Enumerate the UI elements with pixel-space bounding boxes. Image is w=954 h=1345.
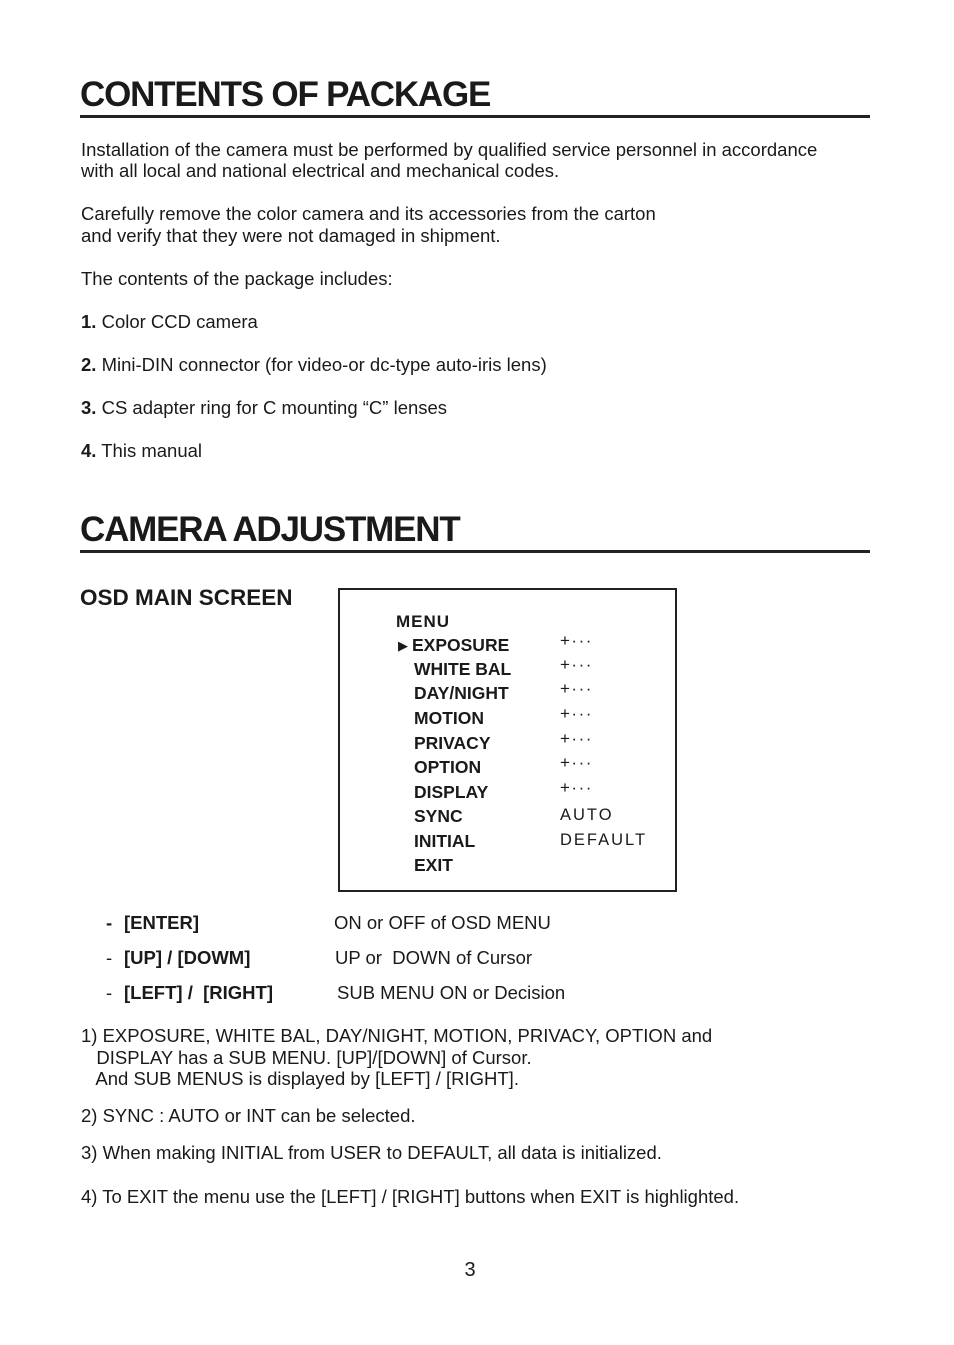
osd-label: PRIVACY xyxy=(414,733,491,753)
osd-row-privacy[interactable] xyxy=(340,729,675,757)
note-1-line-1: 1) EXPOSURE, WHITE BAL, DAY/NIGHT, MOTION, PRIVACY, OPTION and xyxy=(81,1025,713,1046)
osd-value: +··· xyxy=(560,778,593,797)
osd-label: DISPLAY xyxy=(414,782,489,802)
osd-row-sync[interactable] xyxy=(340,806,675,830)
key-name: [LEFT] / [RIGHT] xyxy=(124,982,273,1003)
note-3: 3) When making INITIAL from USER to DEFAULT, all data is initialized. xyxy=(81,1142,662,1163)
package-item-4 xyxy=(81,440,202,462)
osd-row-initial[interactable] xyxy=(340,831,675,855)
osd-label: OPTION xyxy=(414,757,482,777)
bullet-dash: - xyxy=(106,982,113,1003)
osd-row-exposure[interactable] xyxy=(340,631,675,659)
item-text: Color CCD camera xyxy=(96,311,258,332)
item-number: 1. xyxy=(81,311,97,332)
intro-paragraph-line-1: Installation of the camera must be performed by qualified service personnel in accordance xyxy=(81,139,818,160)
key-description: UP or DOWN of Cursor xyxy=(335,947,533,968)
unpack-paragraph-line-1: Carefully remove the color camera and its accessories from the carton xyxy=(81,203,656,224)
item-text: This manual xyxy=(96,440,203,461)
osd-label: MOTION xyxy=(414,708,484,728)
osd-row-white-bal[interactable] xyxy=(340,655,675,683)
osd-menu-title: MENU xyxy=(396,612,451,631)
package-item-1 xyxy=(81,311,258,333)
key-description: ON or OFF of OSD MENU xyxy=(334,912,551,933)
osd-value: +··· xyxy=(560,631,593,650)
osd-label: SYNC xyxy=(414,806,463,826)
item-number: 3. xyxy=(81,397,97,418)
cursor-arrow-icon: ▶ xyxy=(398,638,408,653)
osd-value: +··· xyxy=(560,704,593,723)
osd-label: DAY/NIGHT xyxy=(414,683,509,703)
item-text: CS adapter ring for C mounting “C” lenses xyxy=(96,397,448,418)
osd-row-exit[interactable] xyxy=(340,855,675,879)
key-description: SUB MENU ON or Decision xyxy=(337,982,566,1003)
unpack-paragraph-line-2: and verify that they were not damaged in shipment. xyxy=(81,225,501,246)
note-4: 4) To EXIT the menu use the [LEFT] / [RIGHT] buttons when EXIT is highlighted. xyxy=(81,1186,740,1207)
item-text: Mini-DIN connector (for video-or dc-type auto-iris lens) xyxy=(96,354,547,375)
item-number: 4. xyxy=(81,440,97,461)
contents-title: CONTENTS OF PACKAGE xyxy=(80,75,870,118)
note-1-line-2: DISPLAY has a SUB MENU. [UP]/[DOWN] of Cursor. xyxy=(81,1047,532,1068)
bullet-dash: - xyxy=(106,912,113,933)
osd-value: DEFAULT xyxy=(560,831,648,849)
key-name: [UP] / [DOWM] xyxy=(124,947,251,968)
note-1-line-3: And SUB MENUS is displayed by [LEFT] / [RIGHT]. xyxy=(81,1068,519,1089)
note-2: 2) SYNC : AUTO or INT can be selected. xyxy=(81,1105,416,1126)
osd-value: +··· xyxy=(560,679,593,698)
osd-label: EXPOSURE xyxy=(412,635,510,655)
package-item-2 xyxy=(81,354,547,376)
page-number: 3 xyxy=(464,1259,476,1281)
osd-label: EXIT xyxy=(414,855,453,875)
osd-value: AUTO xyxy=(560,806,614,824)
contents-intro: The contents of the package includes: xyxy=(81,268,393,289)
osd-row-motion[interactable] xyxy=(340,704,675,732)
intro-paragraph-line-2: with all local and national electrical and mechanical codes. xyxy=(81,160,560,181)
package-item-3 xyxy=(81,397,447,419)
osd-value: +··· xyxy=(560,753,593,772)
osd-value: +··· xyxy=(560,655,593,674)
osd-label: WHITE BAL xyxy=(414,659,512,679)
osd-row-display[interactable] xyxy=(340,778,675,806)
osd-row-day-night[interactable] xyxy=(340,679,675,707)
camera-adjustment-title: CAMERA ADJUSTMENT xyxy=(80,510,870,553)
osd-label: INITIAL xyxy=(414,831,476,851)
osd-menu-screen xyxy=(338,588,677,892)
item-number: 2. xyxy=(81,354,97,375)
osd-value: +··· xyxy=(560,729,593,748)
osd-row-option[interactable] xyxy=(340,753,675,781)
bullet-dash: - xyxy=(106,947,113,968)
osd-main-screen-heading: OSD MAIN SCREEN xyxy=(80,585,293,610)
key-name: [ENTER] xyxy=(124,912,200,933)
